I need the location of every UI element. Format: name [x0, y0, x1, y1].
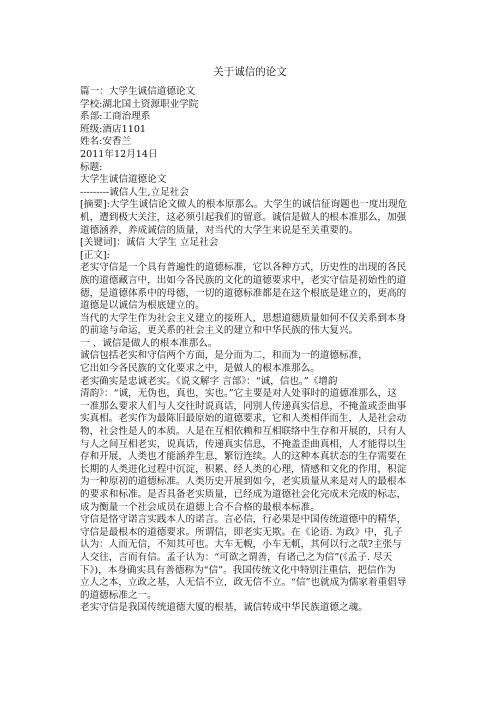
document-line: 2011年12月14日 [80, 148, 158, 160]
document-line: 物，社会性是人的本质。人是在互相依赖和互相联络中生存和开展的，只有人 [80, 426, 407, 438]
document-line: 班级:酒店1101 [80, 123, 147, 135]
document-line: [摘要]:大学生诚信论文做人的根本原那么。大学生的诚信征询题也一度出现危 [80, 199, 408, 211]
document-line: 人交往，言而有信。孟子认为：“可欲之谓善，有诸己之为信”(《孟子. 尽天 [80, 551, 393, 563]
document-line: 认为：人而无信，不知其可也。大车无輗，小车无軏，其何以行之哉?主张与 [80, 539, 402, 551]
document-line: 为一种原初的道德标准。人类历史开展到如今，老实质量从来是对人的最根本 [80, 476, 407, 488]
document-line: 一 、诚信是做人的根本准那么。 [80, 337, 218, 349]
document-line: [关键词]：诚信 大学生 立足社会 [80, 237, 219, 249]
document-line: 的要求和标准。是否具备老实质量，已经成为道德社会化完成未完成的标志， [80, 489, 407, 500]
document-line: 它出如今各民族的文化要求之中，是做人的根本准那么。 [80, 363, 320, 375]
document-line: 老实守信是我国传统道德大厦的根基，诚信转成中华民族道德之魂。 [80, 602, 368, 614]
document-line: 成为衡量一个社会成员在道德上合不合格的最根本标准。 [80, 501, 320, 513]
document-line: 老实守信是一个具有普遍性的道德标准，它以各种方式，历史性的出现的各民 [80, 262, 407, 274]
document-line: 标题: [80, 161, 103, 173]
document-line: 族的道德藏言中，出如今各民族的文化的道德要求中，老实守信是初始性的道 [80, 274, 407, 286]
document-line: 学校:湖北国土资源职业学院 [80, 98, 199, 110]
document-line: 姓名:安香兰 [80, 136, 132, 148]
document-line: 机，遭到极大关注，这必须引起我们的留意。诚信是做人的根本准那么，加强 [80, 211, 407, 223]
document-line: [正文]: [80, 249, 110, 261]
document-line: 德，是道德体系中的母德，一切的道德标准都是在这个根底是建立的，更高的 [80, 287, 407, 299]
document-line: 诚信包括老实和守信两个方面，是分而为二，和而为一的道德标准， [80, 350, 368, 362]
document-line: 的道德标准之一。 [80, 589, 157, 601]
document-line: 守信是最根本的道德要求。所谓信，即老实无欺。在《论语. 为政》中，孔子 [80, 526, 403, 538]
document-line: 清韵》：“诚，无伪也，真也，实也。”它主要是对人处事时的道德准那么，这 [80, 388, 397, 400]
document-line: 篇一：大学生诚信道德论文 [80, 86, 196, 97]
document-body [80, 86, 425, 615]
document-line: 的前途与命运，更关系的社会主义的建立和中华民族的伟大复兴。 [80, 325, 359, 337]
document-line: 道德是以诚信为根底建立的。 [80, 300, 205, 312]
document-line: ---------诚信人生,立足社会 [80, 186, 189, 198]
document-line: 一准那么要求人们与人交往时说真话，同别人传递真实信息，不掩盖或歪曲事 [80, 400, 407, 412]
document-line: 存和开展，人类也才能涵养生息，繁衍连续。人的这种本真状态的生存需要在 [80, 451, 407, 463]
document-line: 长期的人类进化过程中沉淀，积累、经人类的心理，情感和文化的作用，积淀 [80, 463, 407, 475]
document-line: 系部:工商治理系 [80, 111, 151, 123]
document-line: 实真相。老实作为最陈旧最原始的道德要求，它和人类相伴而生，人是社会动 [80, 413, 407, 425]
document-line: 守信是恪守诺言实践本人的诺言。言必信，行必果是中国传统道德中的精华， [80, 514, 407, 526]
document-line: 立人之本，立政之基，人无信不立，政无信不立。“信”也就成为儒家着重倡导 [80, 577, 407, 589]
document-line: 当代的大学生作为社会主义建立的接班人，思想道德质量如何不仅关系到本身 [80, 312, 407, 324]
document-line: 道德涵养，养成诚信的质量，对当代的大学生来说是至关重要的。 [80, 224, 359, 236]
document-line: 老实确实是忠诚老实。《说文解字 言部》：“诚，信也。”《增韵 [80, 375, 338, 387]
document-line: 大学生诚信道德论文 [80, 174, 167, 186]
document-line: 下》)，本身确实具有善德称为“信”。我国传统文化中特别注重信，把信作为 [80, 564, 396, 576]
document-title: 关于诚信的论文 [213, 66, 287, 78]
document-line: 与人之间互相老实，说真话，传递真实信息，不掩盖歪曲真相，人才能得以生 [80, 438, 407, 450]
